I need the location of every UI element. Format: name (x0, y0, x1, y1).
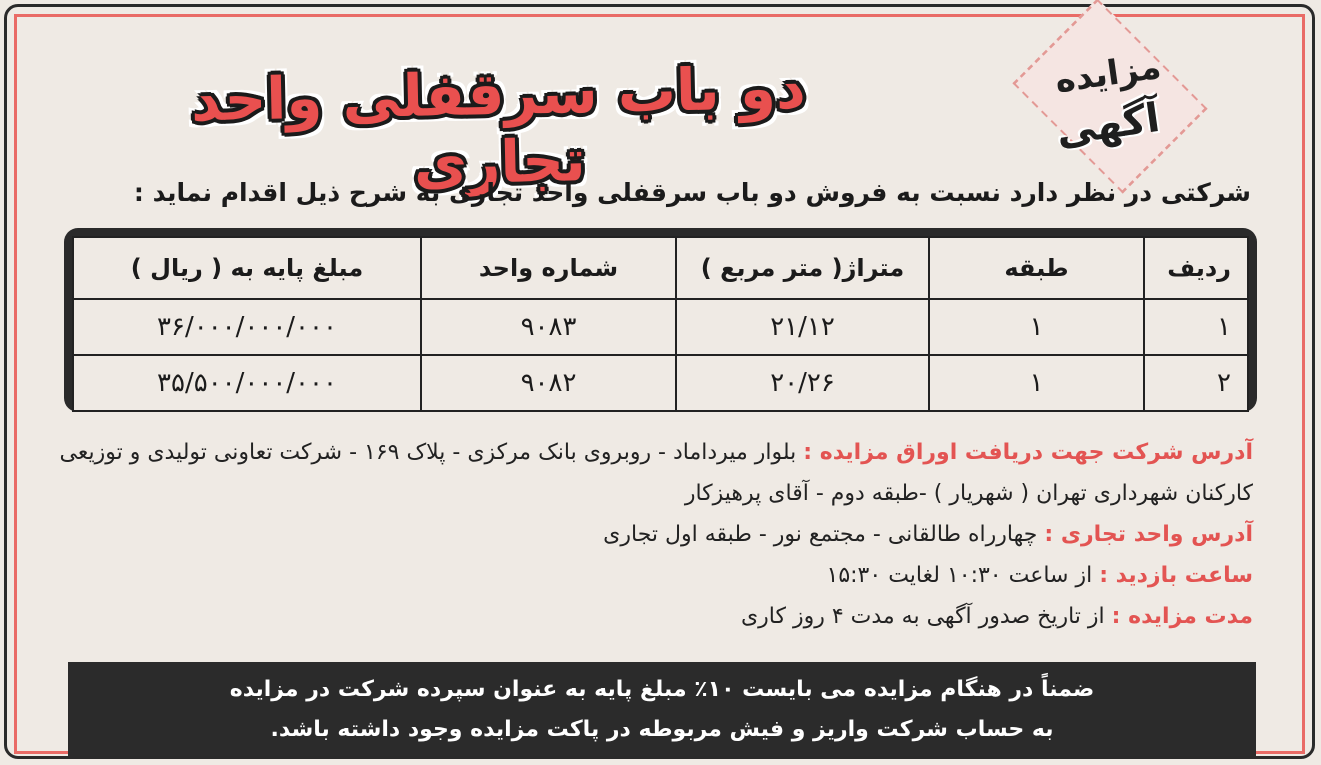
details-section (53, 432, 1253, 637)
header-row-number: ردیف (1144, 237, 1248, 299)
cell-floor: ۱ (929, 299, 1144, 355)
doc-address-value: بلوار میرداماد - روبروی بانک مرکزی - پلاک ۱۶۹ - شرکت تعاونی تولیدی و توزیعی کارکنان شهرداری تهران ( شهریار ) -طبقه دوم - آقای پرهیزکار (59, 440, 1253, 506)
unit-address-label: آدرس واحد تجاری : (1044, 522, 1253, 547)
duration-label: مدت مزایده : (1111, 604, 1253, 629)
deposit-notice-box (68, 662, 1256, 756)
doc-address-line (53, 432, 1253, 514)
unit-address-line (53, 514, 1253, 555)
notice-line-2: به حساب شرکت واریز و فیش مربوطه در پاکت مزایده وجود داشته باشد. (270, 717, 1054, 742)
header-floor: طبقه (929, 237, 1144, 299)
auction-table (72, 236, 1249, 412)
table-row (73, 355, 1248, 411)
cell-row-number: ۱ (1144, 299, 1248, 355)
auction-badge (988, 38, 1228, 158)
header-area: متراژ( متر مربع ) (676, 237, 929, 299)
table-row (73, 299, 1248, 355)
cell-base-price: ۳۶/۰۰۰/۰۰۰/۰۰۰ (73, 299, 421, 355)
intro-text: شرکتی در نظر دارد نسبت به فروش دو باب سرقفلی واحد تجاری به شرح ذیل اقدام نماید : (133, 178, 1251, 207)
header-unit-number: شماره واحد (421, 237, 676, 299)
cell-unit-number: ۹۰۸۲ (421, 355, 676, 411)
duration-value: از تاریخ صدور آگهی به مدت ۴ روز کاری (740, 604, 1105, 629)
notice-line-1: ضمناً در هنگام مزایده می بایست ۱۰٪ مبلغ پایه به عنوان سپرده شرکت در مزایده (229, 677, 1095, 702)
doc-address-label: آدرس شرکت جهت دریافت اوراق مزایده : (803, 440, 1253, 465)
cell-area: ۲۰/۲۶ (676, 355, 929, 411)
visit-time-label: ساعت بازدید : (1099, 563, 1253, 588)
badge-word-notice: آگهی (1053, 94, 1163, 156)
visit-time-value: از ساعت ۱۰:۳۰ لغایت ۱۵:۳۰ (826, 563, 1093, 588)
header-base-price: مبلغ پایه به ( ریال ) (73, 237, 421, 299)
cell-area: ۲۱/۱۲ (676, 299, 929, 355)
cell-unit-number: ۹۰۸۳ (421, 299, 676, 355)
visit-time-line (53, 555, 1253, 596)
page-title: دو باب سرقفلی واحد تجاری (190, 53, 807, 198)
cell-row-number: ۲ (1144, 355, 1248, 411)
auction-table-frame (64, 228, 1257, 412)
duration-line (53, 596, 1253, 637)
unit-address-value: چهارراه طالقانی - مجتمع نور - طبقه اول تجاری (603, 522, 1038, 547)
cell-floor: ۱ (929, 355, 1144, 411)
badge-word-auction: مزایده (1052, 46, 1164, 102)
table-header-row (73, 237, 1248, 299)
cell-base-price: ۳۵/۵۰۰/۰۰۰/۰۰۰ (73, 355, 421, 411)
